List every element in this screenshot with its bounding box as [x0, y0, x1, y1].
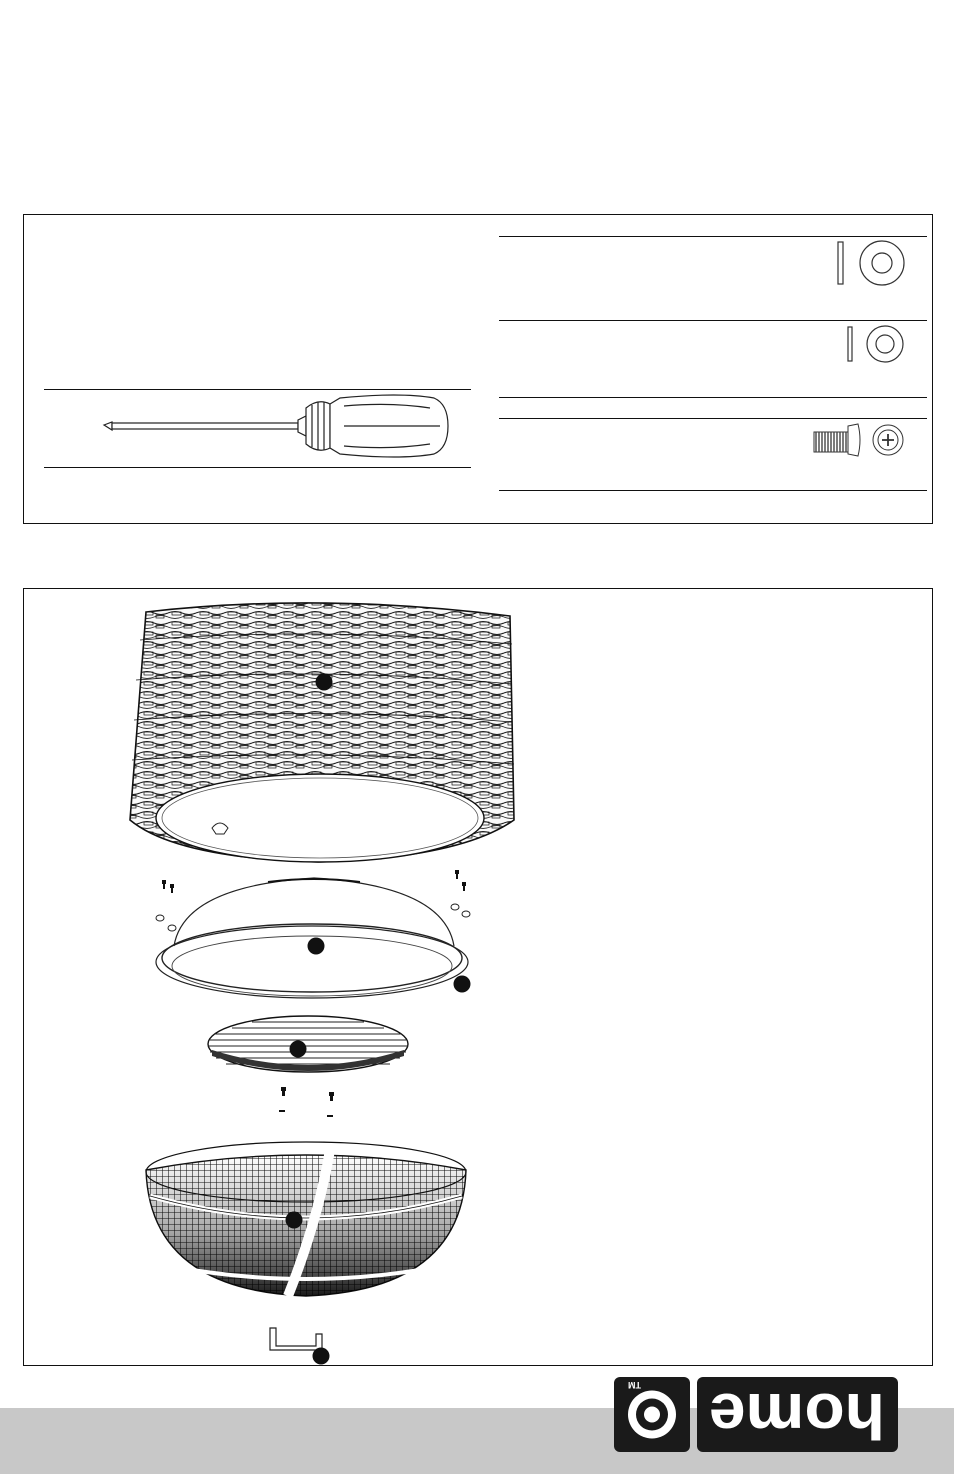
tools-rule-top [44, 389, 471, 390]
hardware-rule-3 [499, 397, 927, 398]
hardware-rule-2 [499, 320, 927, 321]
hardware-rule-4 [499, 418, 927, 419]
brand-trademark: TM [628, 1380, 641, 1390]
tools-hardware-panel [23, 214, 933, 524]
brand-logo [613, 1376, 899, 1453]
hardware-rule-1 [499, 236, 927, 237]
tools-rule-bottom [44, 467, 471, 468]
parts-diagram-panel [23, 588, 933, 1366]
brand-wordmark: home [709, 1380, 885, 1452]
hardware-rule-5 [499, 490, 927, 491]
